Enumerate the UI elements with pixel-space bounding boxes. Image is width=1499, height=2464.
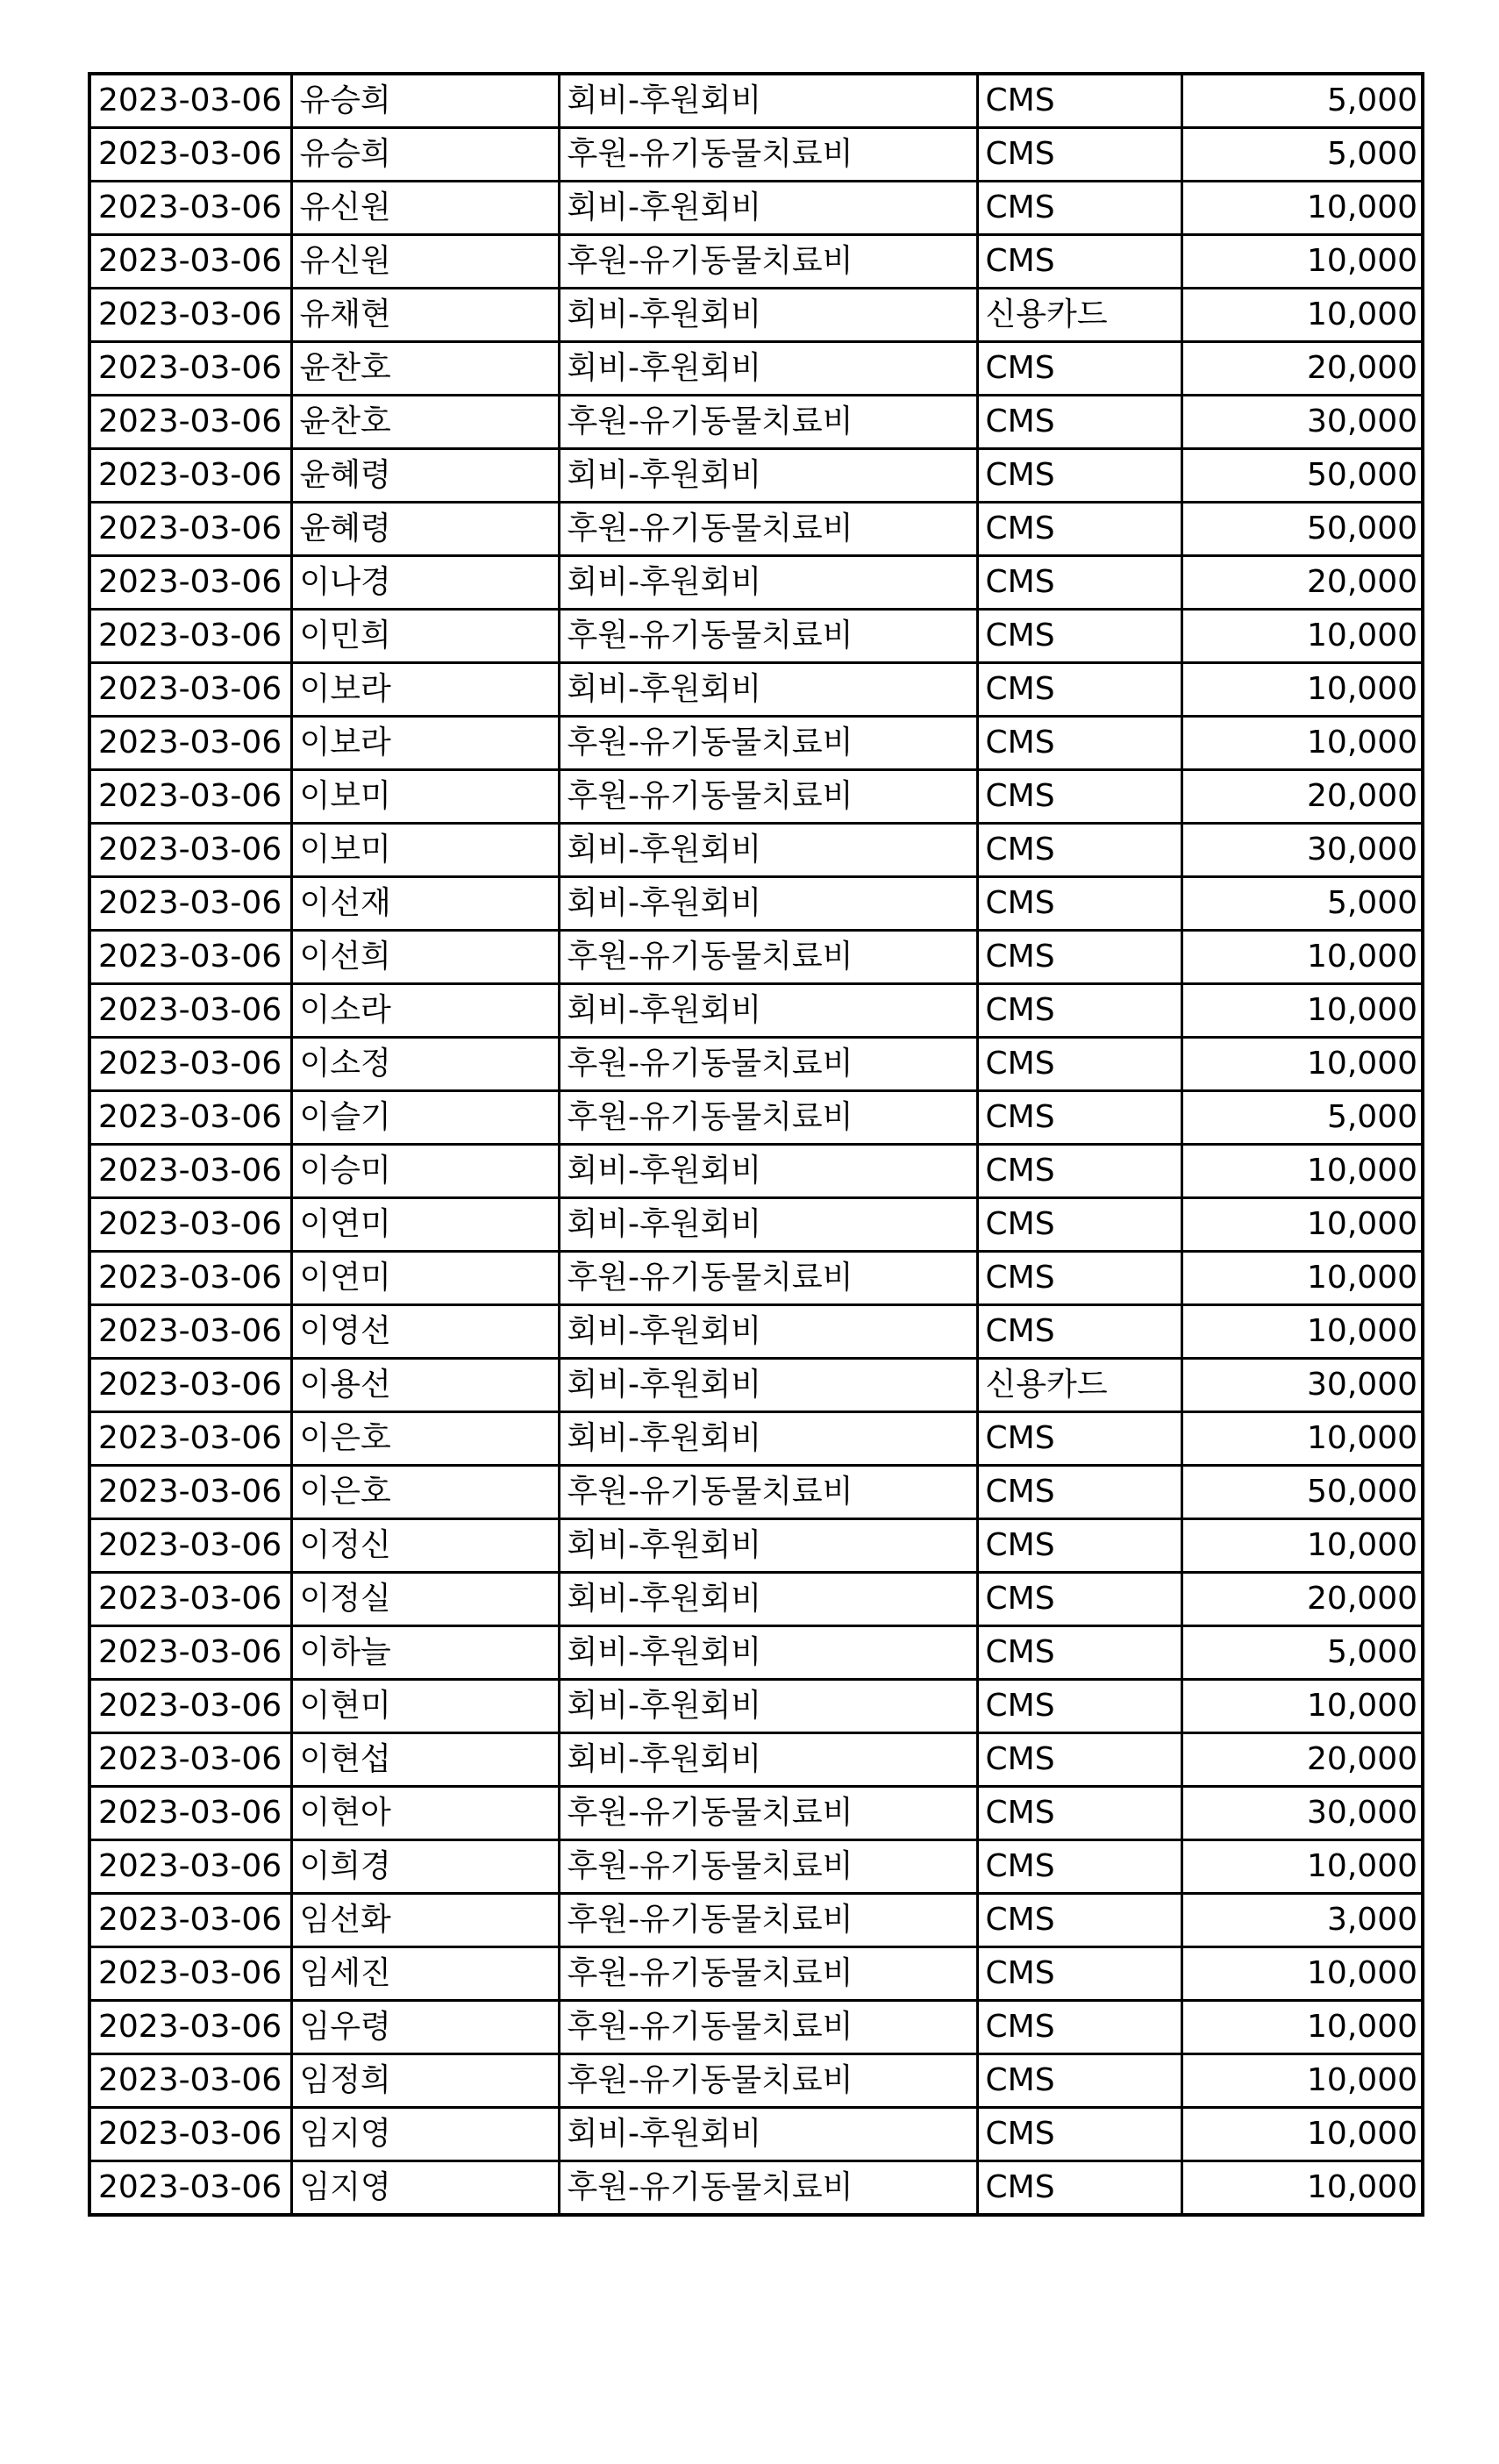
date-cell: 2023-03-06 [89, 1305, 291, 1359]
category-cell: 회비-후원회비 [559, 984, 977, 1038]
category-cell: 회비-후원회비 [559, 663, 977, 717]
table-row [89, 717, 1423, 770]
category-cell: 후원-유기동물치료비 [559, 717, 977, 770]
name-cell: 유승희 [291, 74, 559, 128]
date-cell: 2023-03-06 [89, 128, 291, 182]
amount-cell: 10,000 [1181, 1412, 1423, 1466]
payment-method-cell: CMS [977, 503, 1181, 556]
name-cell: 이승미 [291, 1145, 559, 1198]
payment-method-cell: 신용카드 [977, 1359, 1181, 1412]
amount-cell: 50,000 [1181, 503, 1423, 556]
payment-method-cell: CMS [977, 1145, 1181, 1198]
payment-method-cell: 신용카드 [977, 289, 1181, 342]
payment-method-cell: CMS [977, 342, 1181, 396]
donation-ledger-table [88, 72, 1424, 2217]
table-row [89, 1947, 1423, 2001]
amount-cell: 10,000 [1181, 931, 1423, 984]
category-cell: 회비-후원회비 [559, 342, 977, 396]
payment-method-cell: CMS [977, 931, 1181, 984]
category-cell: 후원-유기동물치료비 [559, 396, 977, 449]
amount-cell: 10,000 [1181, 1840, 1423, 1894]
name-cell: 유신원 [291, 235, 559, 289]
category-cell: 후원-유기동물치료비 [559, 1840, 977, 1894]
amount-cell: 10,000 [1181, 182, 1423, 235]
category-cell: 후원-유기동물치료비 [559, 1091, 977, 1145]
date-cell: 2023-03-06 [89, 770, 291, 824]
date-cell: 2023-03-06 [89, 1680, 291, 1733]
category-cell: 회비-후원회비 [559, 824, 977, 877]
table-row [89, 984, 1423, 1038]
date-cell: 2023-03-06 [89, 1733, 291, 1787]
amount-cell: 10,000 [1181, 610, 1423, 663]
name-cell: 이연미 [291, 1198, 559, 1252]
category-cell: 회비-후원회비 [559, 1145, 977, 1198]
name-cell: 이소정 [291, 1038, 559, 1091]
payment-method-cell: CMS [977, 1412, 1181, 1466]
name-cell: 유승희 [291, 128, 559, 182]
payment-method-cell: CMS [977, 1573, 1181, 1626]
table-row [89, 128, 1423, 182]
name-cell: 이보라 [291, 717, 559, 770]
name-cell: 이민희 [291, 610, 559, 663]
category-cell: 후원-유기동물치료비 [559, 1894, 977, 1947]
date-cell: 2023-03-06 [89, 931, 291, 984]
amount-cell: 5,000 [1181, 74, 1423, 128]
category-cell: 후원-유기동물치료비 [559, 931, 977, 984]
table-row [89, 770, 1423, 824]
payment-method-cell: CMS [977, 663, 1181, 717]
payment-method-cell: CMS [977, 877, 1181, 931]
category-cell: 회비-후원회비 [559, 556, 977, 610]
name-cell: 이현미 [291, 1680, 559, 1733]
category-cell: 회비-후원회비 [559, 1198, 977, 1252]
amount-cell: 10,000 [1181, 1198, 1423, 1252]
payment-method-cell: CMS [977, 2108, 1181, 2161]
category-cell: 회비-후원회비 [559, 1305, 977, 1359]
table-row [89, 2001, 1423, 2054]
payment-method-cell: CMS [977, 824, 1181, 877]
name-cell: 이보미 [291, 770, 559, 824]
payment-method-cell: CMS [977, 1680, 1181, 1733]
table-row [89, 503, 1423, 556]
table-row [89, 2108, 1423, 2161]
name-cell: 이선재 [291, 877, 559, 931]
name-cell: 윤혜령 [291, 503, 559, 556]
date-cell: 2023-03-06 [89, 1198, 291, 1252]
amount-cell: 5,000 [1181, 128, 1423, 182]
table-row [89, 1359, 1423, 1412]
date-cell: 2023-03-06 [89, 1840, 291, 1894]
table-row [89, 1787, 1423, 1840]
date-cell: 2023-03-06 [89, 2108, 291, 2161]
payment-method-cell: CMS [977, 2001, 1181, 2054]
category-cell: 후원-유기동물치료비 [559, 2161, 977, 2216]
table-row [89, 1252, 1423, 1305]
date-cell: 2023-03-06 [89, 1359, 291, 1412]
payment-method-cell: CMS [977, 610, 1181, 663]
table-row [89, 2054, 1423, 2108]
name-cell: 이희경 [291, 1840, 559, 1894]
name-cell: 임지영 [291, 2161, 559, 2216]
date-cell: 2023-03-06 [89, 610, 291, 663]
date-cell: 2023-03-06 [89, 1626, 291, 1680]
ledger-body [89, 74, 1423, 2215]
amount-cell: 20,000 [1181, 342, 1423, 396]
name-cell: 임우령 [291, 2001, 559, 2054]
amount-cell: 30,000 [1181, 1787, 1423, 1840]
category-cell: 후원-유기동물치료비 [559, 770, 977, 824]
name-cell: 이현아 [291, 1787, 559, 1840]
table-row [89, 663, 1423, 717]
date-cell: 2023-03-06 [89, 1787, 291, 1840]
amount-cell: 10,000 [1181, 717, 1423, 770]
amount-cell: 50,000 [1181, 449, 1423, 503]
category-cell: 후원-유기동물치료비 [559, 128, 977, 182]
payment-method-cell: CMS [977, 1787, 1181, 1840]
category-cell: 회비-후원회비 [559, 449, 977, 503]
table-row [89, 182, 1423, 235]
date-cell: 2023-03-06 [89, 449, 291, 503]
amount-cell: 30,000 [1181, 824, 1423, 877]
amount-cell: 10,000 [1181, 984, 1423, 1038]
amount-cell: 10,000 [1181, 1680, 1423, 1733]
amount-cell: 10,000 [1181, 1145, 1423, 1198]
name-cell: 이보라 [291, 663, 559, 717]
date-cell: 2023-03-06 [89, 2161, 291, 2216]
category-cell: 회비-후원회비 [559, 1626, 977, 1680]
amount-cell: 10,000 [1181, 1038, 1423, 1091]
payment-method-cell: CMS [977, 717, 1181, 770]
date-cell: 2023-03-06 [89, 1091, 291, 1145]
name-cell: 이보미 [291, 824, 559, 877]
name-cell: 이나경 [291, 556, 559, 610]
name-cell: 유채현 [291, 289, 559, 342]
name-cell: 임세진 [291, 1947, 559, 2001]
category-cell: 후원-유기동물치료비 [559, 1466, 977, 1519]
name-cell: 이소라 [291, 984, 559, 1038]
name-cell: 임정희 [291, 2054, 559, 2108]
payment-method-cell: CMS [977, 1252, 1181, 1305]
date-cell: 2023-03-06 [89, 289, 291, 342]
category-cell: 후원-유기동물치료비 [559, 1038, 977, 1091]
table-row [89, 1412, 1423, 1466]
category-cell: 회비-후원회비 [559, 1733, 977, 1787]
name-cell: 임선화 [291, 1894, 559, 1947]
date-cell: 2023-03-06 [89, 1038, 291, 1091]
category-cell: 회비-후원회비 [559, 74, 977, 128]
amount-cell: 10,000 [1181, 2108, 1423, 2161]
category-cell: 후원-유기동물치료비 [559, 1787, 977, 1840]
table-row [89, 1305, 1423, 1359]
amount-cell: 10,000 [1181, 1252, 1423, 1305]
table-row [89, 289, 1423, 342]
amount-cell: 10,000 [1181, 289, 1423, 342]
table-row [89, 1466, 1423, 1519]
table-row [89, 2161, 1423, 2216]
category-cell: 회비-후원회비 [559, 1519, 977, 1573]
date-cell: 2023-03-06 [89, 556, 291, 610]
table-row [89, 1145, 1423, 1198]
payment-method-cell: CMS [977, 984, 1181, 1038]
amount-cell: 20,000 [1181, 1573, 1423, 1626]
table-row [89, 1519, 1423, 1573]
payment-method-cell: CMS [977, 1947, 1181, 2001]
table-row [89, 396, 1423, 449]
category-cell: 후원-유기동물치료비 [559, 2001, 977, 2054]
table-row [89, 1091, 1423, 1145]
date-cell: 2023-03-06 [89, 663, 291, 717]
category-cell: 회비-후원회비 [559, 877, 977, 931]
amount-cell: 20,000 [1181, 770, 1423, 824]
payment-method-cell: CMS [977, 1198, 1181, 1252]
amount-cell: 5,000 [1181, 1626, 1423, 1680]
name-cell: 유신원 [291, 182, 559, 235]
name-cell: 윤찬호 [291, 342, 559, 396]
amount-cell: 30,000 [1181, 396, 1423, 449]
table-row [89, 1626, 1423, 1680]
date-cell: 2023-03-06 [89, 1412, 291, 1466]
category-cell: 후원-유기동물치료비 [559, 503, 977, 556]
table-row [89, 1198, 1423, 1252]
date-cell: 2023-03-06 [89, 824, 291, 877]
amount-cell: 5,000 [1181, 877, 1423, 931]
name-cell: 윤혜령 [291, 449, 559, 503]
table-row [89, 824, 1423, 877]
table-row [89, 1894, 1423, 1947]
name-cell: 이정신 [291, 1519, 559, 1573]
date-cell: 2023-03-06 [89, 1894, 291, 1947]
category-cell: 후원-유기동물치료비 [559, 1252, 977, 1305]
payment-method-cell: CMS [977, 1038, 1181, 1091]
category-cell: 회비-후원회비 [559, 182, 977, 235]
name-cell: 이용선 [291, 1359, 559, 1412]
name-cell: 이현섭 [291, 1733, 559, 1787]
name-cell: 윤찬호 [291, 396, 559, 449]
table-row [89, 235, 1423, 289]
payment-method-cell: CMS [977, 2054, 1181, 2108]
table-row [89, 610, 1423, 663]
category-cell: 회비-후원회비 [559, 1412, 977, 1466]
name-cell: 이슬기 [291, 1091, 559, 1145]
amount-cell: 50,000 [1181, 1466, 1423, 1519]
table-row [89, 1733, 1423, 1787]
category-cell: 후원-유기동물치료비 [559, 2054, 977, 2108]
date-cell: 2023-03-06 [89, 717, 291, 770]
date-cell: 2023-03-06 [89, 1519, 291, 1573]
date-cell: 2023-03-06 [89, 1573, 291, 1626]
table-row [89, 1680, 1423, 1733]
payment-method-cell: CMS [977, 1894, 1181, 1947]
name-cell: 임지영 [291, 2108, 559, 2161]
category-cell: 회비-후원회비 [559, 1359, 977, 1412]
amount-cell: 10,000 [1181, 2054, 1423, 2108]
date-cell: 2023-03-06 [89, 396, 291, 449]
date-cell: 2023-03-06 [89, 2054, 291, 2108]
amount-cell: 10,000 [1181, 1305, 1423, 1359]
date-cell: 2023-03-06 [89, 182, 291, 235]
table-row [89, 342, 1423, 396]
table-row [89, 74, 1423, 128]
name-cell: 이영선 [291, 1305, 559, 1359]
date-cell: 2023-03-06 [89, 235, 291, 289]
date-cell: 2023-03-06 [89, 503, 291, 556]
date-cell: 2023-03-06 [89, 2001, 291, 2054]
amount-cell: 10,000 [1181, 235, 1423, 289]
table-row [89, 556, 1423, 610]
payment-method-cell: CMS [977, 1733, 1181, 1787]
table-row [89, 877, 1423, 931]
payment-method-cell: CMS [977, 1305, 1181, 1359]
category-cell: 회비-후원회비 [559, 1680, 977, 1733]
payment-method-cell: CMS [977, 1626, 1181, 1680]
name-cell: 이선희 [291, 931, 559, 984]
amount-cell: 10,000 [1181, 1947, 1423, 2001]
table-row [89, 1573, 1423, 1626]
category-cell: 후원-유기동물치료비 [559, 235, 977, 289]
table-row [89, 931, 1423, 984]
amount-cell: 20,000 [1181, 556, 1423, 610]
name-cell: 이은호 [291, 1466, 559, 1519]
amount-cell: 3,000 [1181, 1894, 1423, 1947]
amount-cell: 10,000 [1181, 663, 1423, 717]
payment-method-cell: CMS [977, 1466, 1181, 1519]
name-cell: 이하늘 [291, 1626, 559, 1680]
name-cell: 이연미 [291, 1252, 559, 1305]
name-cell: 이정실 [291, 1573, 559, 1626]
amount-cell: 30,000 [1181, 1359, 1423, 1412]
payment-method-cell: CMS [977, 396, 1181, 449]
name-cell: 이은호 [291, 1412, 559, 1466]
date-cell: 2023-03-06 [89, 1145, 291, 1198]
date-cell: 2023-03-06 [89, 74, 291, 128]
table-row [89, 1038, 1423, 1091]
category-cell: 후원-유기동물치료비 [559, 1947, 977, 2001]
date-cell: 2023-03-06 [89, 1466, 291, 1519]
date-cell: 2023-03-06 [89, 1252, 291, 1305]
amount-cell: 20,000 [1181, 1733, 1423, 1787]
date-cell: 2023-03-06 [89, 984, 291, 1038]
payment-method-cell: CMS [977, 449, 1181, 503]
table-row [89, 1840, 1423, 1894]
date-cell: 2023-03-06 [89, 1947, 291, 2001]
category-cell: 회비-후원회비 [559, 2108, 977, 2161]
amount-cell: 10,000 [1181, 1519, 1423, 1573]
amount-cell: 10,000 [1181, 2161, 1423, 2216]
date-cell: 2023-03-06 [89, 877, 291, 931]
payment-method-cell: CMS [977, 182, 1181, 235]
payment-method-cell: CMS [977, 556, 1181, 610]
payment-method-cell: CMS [977, 2161, 1181, 2216]
category-cell: 회비-후원회비 [559, 289, 977, 342]
amount-cell: 5,000 [1181, 1091, 1423, 1145]
payment-method-cell: CMS [977, 1840, 1181, 1894]
payment-method-cell: CMS [977, 235, 1181, 289]
payment-method-cell: CMS [977, 128, 1181, 182]
table-row [89, 449, 1423, 503]
payment-method-cell: CMS [977, 1091, 1181, 1145]
payment-method-cell: CMS [977, 74, 1181, 128]
category-cell: 후원-유기동물치료비 [559, 610, 977, 663]
payment-method-cell: CMS [977, 770, 1181, 824]
amount-cell: 10,000 [1181, 2001, 1423, 2054]
category-cell: 회비-후원회비 [559, 1573, 977, 1626]
payment-method-cell: CMS [977, 1519, 1181, 1573]
date-cell: 2023-03-06 [89, 342, 291, 396]
